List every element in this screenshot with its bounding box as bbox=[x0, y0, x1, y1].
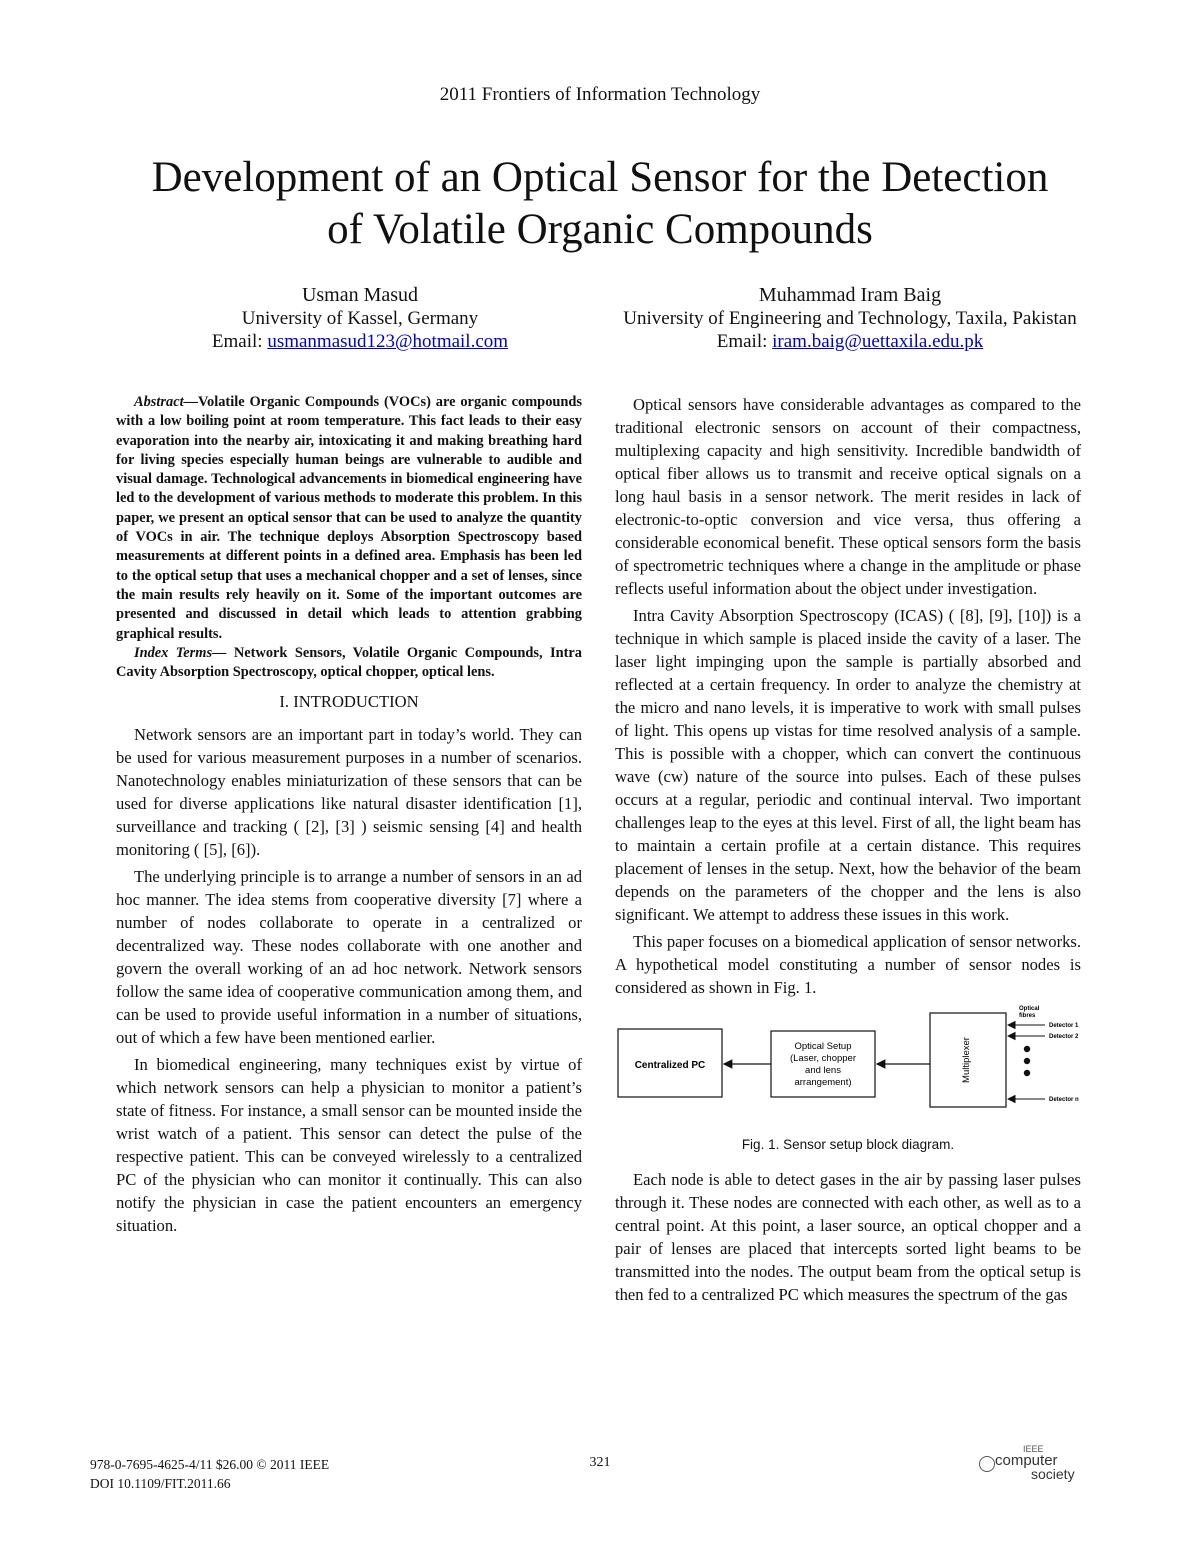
author-block-1 bbox=[150, 284, 570, 353]
author-affiliation: University of Kassel, Germany bbox=[241, 308, 479, 329]
paragraph: Optical sensors have considerable advantages as compared to the traditional electronic sensors on account of their compactness, multiplexing capacity and high sensitivity. Incredible bandwidth of optical fiber allows us to transmit and receive optical signals on a long haul basis in a sensor network. The merit resides in lack of electronic-to-optic conversion and vice versa, thus offering a considerable economical benefit. These optical sensors form the basis of spectrometric techniques where a change in the amplitude or phase reflects useful information about the object under investigation. bbox=[615, 395, 1081, 598]
multiplexer-label: Multiplexer bbox=[961, 1037, 972, 1083]
author-affiliation: University of Engineering and Technology, Taxila, Pakistan bbox=[623, 308, 1077, 329]
author-block-2 bbox=[600, 284, 1100, 353]
figure-1-block-diagram bbox=[615, 1003, 1081, 1131]
optical-setup-label-3: and lens bbox=[805, 1065, 841, 1076]
page-number: 321 bbox=[589, 1455, 611, 1470]
ieee-computer-society-logo bbox=[975, 1444, 1095, 1484]
left-column bbox=[116, 393, 582, 1237]
paragraph: The underlying principle is to arrange a number of sensors in an ad hoc manner. The idea stems from cooperative diversity [7] where a number of nodes collaborate to operate in a centralized or decentralized way. These nodes collaborate with one another and govern the overall working of an ad hoc network. Network sensors follow the same idea of cooperative communication among them, and can be used to provide useful information in a number of situations, out of which a few have been mentioned earlier. bbox=[116, 867, 582, 1048]
email-label: Email: bbox=[716, 331, 768, 352]
detector-n-label: Detector n bbox=[1049, 1097, 1079, 1103]
section-heading: I. INTRODUCTION bbox=[279, 692, 419, 712]
figure-caption: Fig. 1. Sensor setup block diagram. bbox=[741, 1137, 955, 1152]
paper-title bbox=[60, 152, 1140, 256]
footer-identifiers bbox=[90, 1455, 329, 1493]
paragraph: Each node is able to detect gases in the air by passing laser pulses through it. These nodes are connected with each other, as well as to a central point. At this point, a laser source, an optical chopper and a pair of lenses are placed that intercepts sorted light beams to be transmitted into the nodes. The output beam from the optical setup is then fed to a centralized PC which measures the spectrum of the gas bbox=[615, 1170, 1081, 1304]
paper-title-line-1: Development of an Optical Sensor for the Detection bbox=[151, 154, 1049, 201]
paragraph: In biomedical engineering, many techniques exist by virtue of which network sensors can help a physician to monitor a patient’s state of fitness. For instance, a small sensor can be mounted inside the wrist watch of a patient. This sensor can detect the pulse of the respective patient. This can be conveyed wirelessly to a centralized PC of the physician who can monitor it continually. This can also notify the physician in case the patient encounters an emergency situation. bbox=[116, 1055, 582, 1236]
email-label: Email: bbox=[211, 331, 263, 352]
block-diagram-svg bbox=[615, 1003, 1081, 1131]
detector-2-label: Detector 2 bbox=[1049, 1034, 1079, 1040]
logo-computer-text: computer bbox=[995, 1452, 1058, 1469]
author-name: Muhammad Iram Baig bbox=[758, 284, 942, 306]
ellipsis-dot bbox=[1024, 1058, 1030, 1064]
optical-setup-label-2: (Laser, chopper bbox=[789, 1053, 857, 1064]
logo-ieee-text: IEEE bbox=[1023, 1444, 1044, 1454]
right-column bbox=[615, 393, 1081, 1306]
centralized-pc-label: Centralized PC bbox=[634, 1060, 706, 1071]
author-email-link[interactable]: iram.baig@uettaxila.edu.pk bbox=[772, 331, 984, 352]
paper-title-line-2: of Volatile Organic Compounds bbox=[327, 206, 873, 253]
logo-swirl-icon bbox=[979, 1456, 995, 1472]
abstract-text: Volatile Organic Compounds (VOCs) are organic compounds with a low boiling point at room temperature. This fact leads to their easy evaporation into the nearby air, intoxicating it and making breathing hard for living species especially human beings are vulnerable to audible and visual damage. Technological advancements in biomedical engineering have led to the development of various methods to moderate this problem. In this paper, we present an optical sensor that can be used to analyze the quantity of VOCs in air. The technique deploys Absorption Spectroscopy based measurements at different points in a defined area. Emphasis has been led to the optical setup that uses a mechanical chopper and a set of lenses, since the main results rely heavily on it. Some of the important outcomes are presented and discussed in detail which leads to attention grabbing graphical results. bbox=[116, 394, 582, 642]
optical-setup-label-4: arrangement) bbox=[794, 1077, 852, 1088]
author-email-line bbox=[150, 330, 570, 353]
paragraph: This paper focuses on a biomedical application of sensor networks. A hypothetical model constituting a number of sensor nodes is considered as shown in Fig. 1. bbox=[615, 932, 1081, 997]
fibres-label-1: Optical bbox=[1019, 1006, 1040, 1012]
optical-setup-label-1: Optical Setup bbox=[794, 1041, 852, 1052]
author-name: Usman Masud bbox=[301, 284, 419, 306]
paragraph: Intra Cavity Absorption Spectroscopy (ICAS) ( [8], [9], [10]) is a technique in which sample is placed inside the cavity of a laser. The laser light impinging upon the sample is partially absorbed and reflected at a certain frequency. In order to analyze the chemistry at the micro and nano levels, it is imperative to work with small pulses of light. This opens up vistas for time resolved analysis of a sample. This is possible with a chopper, which can convert the continuous wave (cw) nature of the source into pulses. Each of these pulses occurs at a regular, periodic and continual interval. Two important challenges leap to the eyes at this level. First of all, the light beam has to maintain a certain profile at a certain distance. This requires placement of lenses in the setup. Next, how the behavior of the beam depends on the parameters of the chopper and the lens is also significant. We attempt to address these issues in this work. bbox=[615, 606, 1081, 924]
ellipsis-dot bbox=[1024, 1070, 1030, 1076]
index-terms-text: Network Sensors, Volatile Organic Compounds, Intra Cavity Absorption Spectroscopy, optical chopper, optical lens. bbox=[116, 644, 583, 681]
detector-1-label: Detector 1 bbox=[1049, 1023, 1079, 1029]
index-terms bbox=[116, 644, 582, 683]
index-terms-label: Index Terms— bbox=[134, 644, 227, 661]
isbn-line: 978-0-7695-4625-4/11 $26.00 © 2011 IEEE bbox=[90, 1457, 330, 1472]
ellipsis-dot bbox=[1024, 1046, 1030, 1052]
abstract bbox=[116, 393, 582, 644]
logo-society-text: society bbox=[1031, 1466, 1075, 1482]
author-email-line bbox=[600, 330, 1100, 353]
conference-header: 2011 Frontiers of Information Technology bbox=[439, 84, 761, 105]
doi-line: DOI 10.1109/FIT.2011.66 bbox=[90, 1476, 231, 1491]
paragraph: Network sensors are an important part in today’s world. They can be used for various measurement purposes in a number of scenarios. Nanotechnology enables miniaturization of these sensors that can be used for diverse applications like natural disaster identification [1], surveillance and tracking ( [2], [3] ) seismic sensing [4] and health monitoring ( [5], [6]). bbox=[116, 725, 582, 860]
author-email-link[interactable]: usmanmasud123@hotmail.com bbox=[267, 331, 509, 352]
fibres-label-2: fibres bbox=[1019, 1013, 1036, 1019]
abstract-label: Abstract— bbox=[134, 394, 198, 410]
